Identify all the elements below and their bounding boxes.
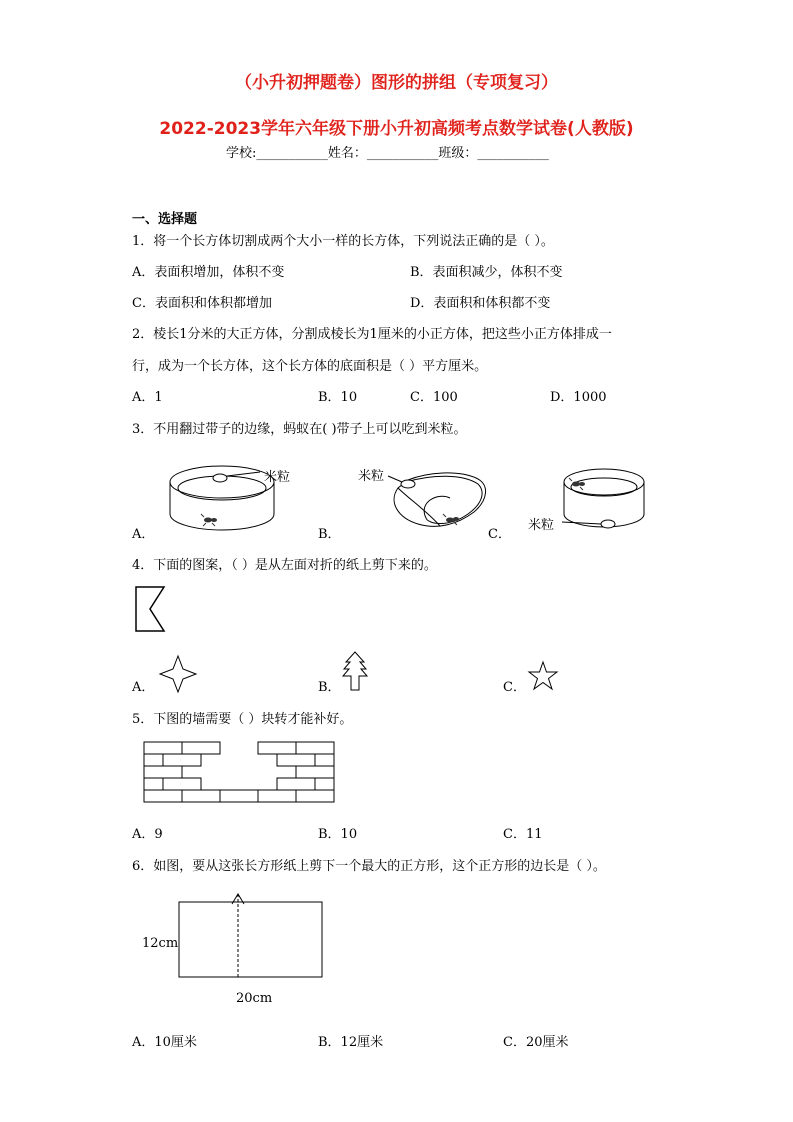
q1-option-b[interactable]: B．表面积减少，体积不变 [410,265,563,280]
title-line-2: 2022-2023学年六年级下册小升初高频考点数学试卷(人教版) [159,119,634,139]
q4-option-c[interactable]: C． [503,680,526,695]
q6-option-a[interactable]: A．10厘米 [132,1035,197,1050]
q1-option-c[interactable]: C．表面积和体积都增加 [132,296,272,311]
q3-rice-label-c: 米粒 [528,518,555,533]
q3-rice-label-b: 米粒 [358,469,385,484]
q3-band-c-figure [560,462,670,542]
title-line-1: （小升初押题卷）图形的拼组（专项复习） [235,73,558,93]
q4-option-b[interactable]: B． [318,680,341,695]
q6-option-b[interactable]: B．12厘米 [318,1035,384,1050]
q3-option-b[interactable]: B． [318,527,341,542]
ant-icon [201,514,217,526]
q1-option-d[interactable]: D．表面积和体积都不变 [410,296,551,311]
q2-stem-line-1: 2．棱长1分米的大正方体，分割成棱长为1厘米的小正方体，把这些小正方体排成一 [132,327,612,342]
q3-option-c[interactable]: C． [488,527,511,542]
q2-option-b[interactable]: B．10 [318,390,358,405]
q4-stem: 4．下面的图案，（ ）是从左面对折的纸上剪下来的。 [132,558,437,573]
q5-option-a[interactable]: A．9 [132,827,163,842]
section-title: 一、选择题 [132,212,198,227]
q3-option-a[interactable]: A． [132,527,155,542]
q2-option-c[interactable]: C．100 [410,390,458,405]
q1-stem: 1．将一个长方体切割成两个大小一样的长方体，下列说法正确的是（ ）。 [132,234,554,249]
q2-stem-line-2: 行，成为一个长方体，这个长方体的底面积是（ ）平方厘米。 [132,359,488,374]
q5-option-b[interactable]: B．10 [318,827,358,842]
q6-height-label: 12cm [142,936,179,951]
q2-option-a[interactable]: A．1 [132,390,163,405]
student-info-line: 学校:___________姓名：___________班级：___________ [226,146,549,161]
q5-stem: 5．下图的墙需要（ ）块转才能补好。 [132,712,353,727]
q6-rectangle-figure [178,890,328,990]
tree-shape-icon [342,650,372,692]
q6-stem: 6．如图，要从这张长方形纸上剪下一个最大的正方形，这个正方形的边长是（ ）。 [132,859,606,874]
q1-option-a[interactable]: A．表面积增加，体积不变 [132,265,285,280]
q6-option-c[interactable]: C．20厘米 [503,1035,569,1050]
four-point-star-icon [158,654,198,694]
five-point-star-icon [527,660,559,692]
q4-option-a[interactable]: A． [132,680,155,695]
q5-option-c[interactable]: C．11 [503,827,543,842]
q5-brick-wall-figure [144,742,344,814]
q2-option-d[interactable]: D．1000 [550,390,607,405]
q6-width-label: 20cm [236,991,273,1006]
q4-folded-paper-figure [134,585,174,635]
q3-rice-label-a: 米粒 [264,470,291,485]
q3-stem: 3．不用翻过带子的边缘，蚂蚁在( )带子上可以吃到米粒。 [132,422,467,437]
